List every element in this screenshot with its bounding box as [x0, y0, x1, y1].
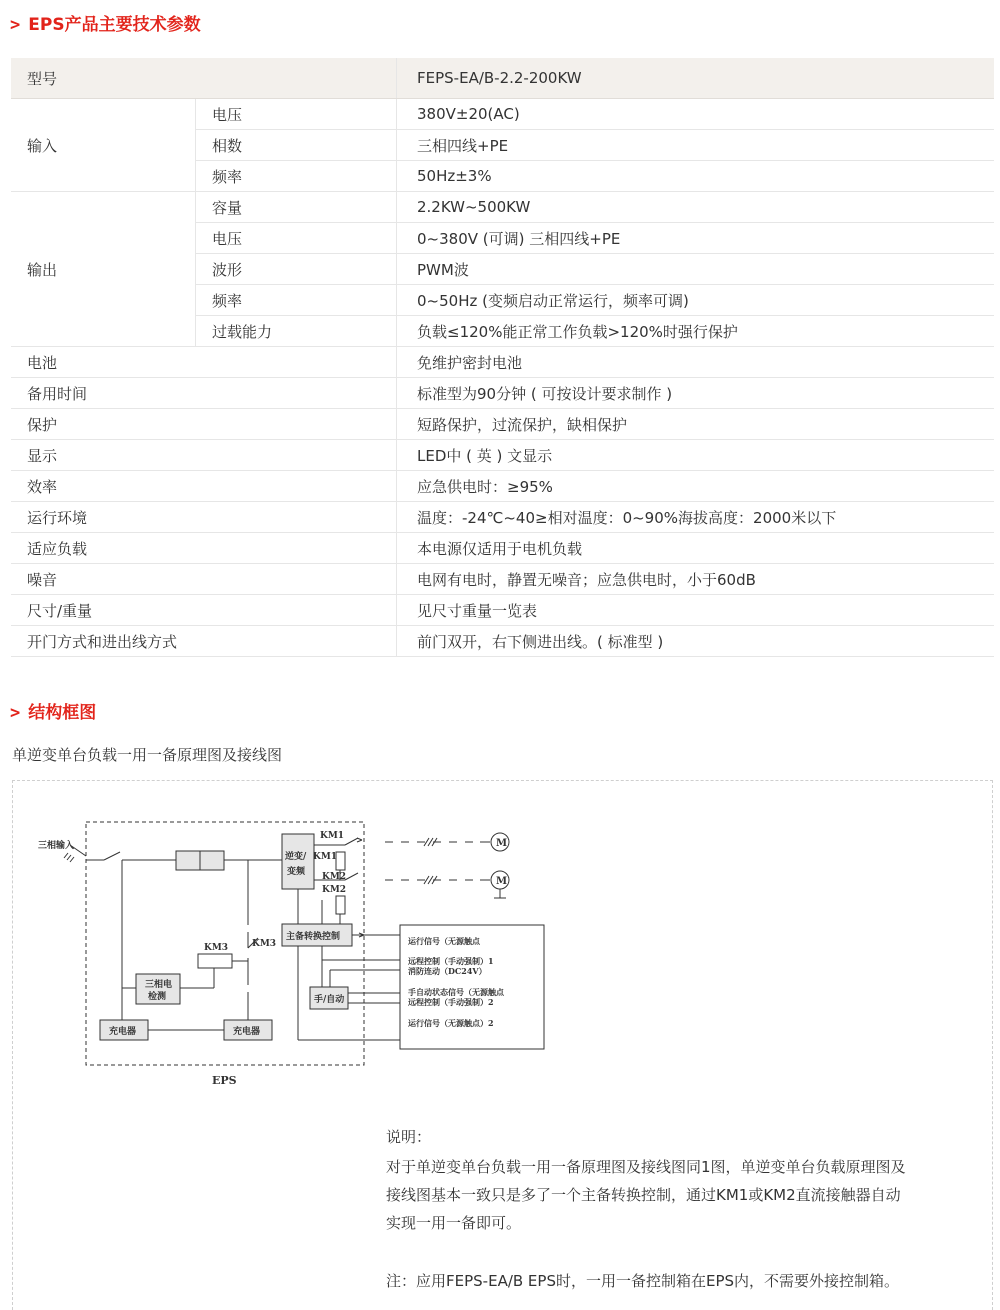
- detect-label-2: 检测: [148, 992, 167, 1002]
- row-value: 0~380V (可调) 三相四线+PE: [397, 223, 995, 254]
- row-value: PWM波: [397, 254, 995, 285]
- charger-label-2: 充电器: [233, 1027, 261, 1037]
- motor-label: M: [496, 838, 508, 849]
- row-label: 过载能力: [196, 316, 397, 347]
- row-label: 电压: [196, 99, 397, 130]
- row-value: 负载≤120%能正常工作负载>120%时强行保护: [397, 316, 995, 347]
- three-phase-ticks: [424, 838, 437, 846]
- group-label-output: 输出: [11, 192, 196, 347]
- row-label: 电压: [196, 223, 397, 254]
- chevron-right-icon: >: [10, 703, 21, 723]
- inverter-label-2: 变频: [287, 867, 306, 877]
- row-label: 适应负载: [11, 533, 397, 564]
- km1-coil: [336, 852, 345, 870]
- km2-coil: [336, 896, 345, 914]
- signal-label: 消防连动（DC24V）: [408, 966, 487, 976]
- row-label: 噪音: [11, 564, 397, 595]
- row-value: 0~50Hz (变频启动正常运行，频率可调): [397, 285, 995, 316]
- row-label: 容量: [196, 192, 397, 223]
- row-label: 显示: [11, 440, 397, 471]
- chevron-right-icon: >: [10, 15, 21, 35]
- row-label: 相数: [196, 130, 397, 161]
- row-value: 本电源仅适用于电机负载: [397, 533, 995, 564]
- table-header-label: 型号: [11, 58, 397, 99]
- note-line: 实现一用一备即可。: [386, 1214, 522, 1232]
- three-phase-ticks: [64, 853, 74, 862]
- diagram-caption: 单逆变单台负载一用一备原理图及接线图: [12, 746, 283, 764]
- row-value: 免维护密封电池: [397, 347, 995, 378]
- row-value: 380V±20(AC): [397, 99, 995, 130]
- group-label-input: 输入: [11, 99, 196, 192]
- row-label: 保护: [11, 409, 397, 440]
- row-value: 短路保护，过流保护，缺相保护: [397, 409, 995, 440]
- row-label: 频率: [196, 285, 397, 316]
- row-value: 50Hz±3%: [397, 161, 995, 192]
- signal-label: 运行信号（无源触点）2: [408, 1018, 494, 1028]
- detect-label-1: 三相电: [145, 980, 173, 990]
- row-value: 电网有电时，静置无噪音；应急供电时，小于60dB: [397, 564, 995, 595]
- km2-label: KM2: [322, 872, 347, 882]
- km3-label: KM3: [204, 943, 229, 953]
- row-value: LED中 ( 英 ) 文显示: [397, 440, 995, 471]
- row-label: 电池: [11, 347, 397, 378]
- row-value: 应急供电时：≥95%: [397, 471, 995, 502]
- row-label: 备用时间: [11, 378, 397, 409]
- km3-coil: [198, 954, 232, 968]
- note-footnote: 注：应用FEPS-EA/B EPS时，一用一备控制箱在EPS内，不需要外接控制箱。: [386, 1272, 900, 1290]
- three-phase-input-label: 三相输入: [38, 841, 75, 851]
- section-title-spec-text: EPS产品主要技术参数: [28, 15, 201, 35]
- row-label: 效率: [11, 471, 397, 502]
- inverter-label-1: 逆变/: [285, 852, 307, 862]
- row-label: 运行环境: [11, 502, 397, 533]
- signal-label: 远程控制（手动强制）2: [408, 997, 494, 1007]
- note-heading: 说明：: [386, 1128, 432, 1146]
- row-label: 频率: [196, 161, 397, 192]
- input-switch: [104, 852, 120, 860]
- row-value: 标准型为90分钟 ( 可按设计要求制作 ): [397, 378, 995, 409]
- signal-label: 运行信号（无源触点: [408, 936, 480, 946]
- km1-label-coil: KM1: [313, 852, 338, 862]
- km1-switch: [345, 838, 358, 845]
- row-label: 波形: [196, 254, 397, 285]
- signal-label: 手自动状态信号（无源触点: [408, 987, 504, 997]
- row-value: 三相四线+PE: [397, 130, 995, 161]
- three-phase-ticks: [424, 876, 437, 884]
- note-line: 对于单逆变单台负载一用一备原理图及接线图同1图，单逆变单台负载原理图及: [386, 1158, 906, 1176]
- arrow-icon: [357, 838, 362, 842]
- km1-label: KM1: [320, 831, 345, 841]
- manual-auto-label: 手/自动: [314, 995, 345, 1005]
- row-value: 前门双开，右下侧进出线。( 标准型 ): [397, 626, 995, 657]
- row-label: 开门方式和进出线方式: [11, 626, 397, 657]
- row-value: 温度：-24℃~40≥相对温度：0~90%海拔高度：2000米以下: [397, 502, 995, 533]
- main-standby-label: 主备转换控制: [286, 932, 341, 942]
- motor-label: M: [496, 876, 508, 887]
- table-header-value: FEPS-EA/B-2.2-200KW: [397, 58, 995, 99]
- eps-label: EPS: [212, 1074, 237, 1087]
- km3-label-switch: KM3: [252, 939, 277, 949]
- section-title-structure-text: 结构框图: [28, 703, 97, 723]
- charger-label-1: 充电器: [109, 1027, 137, 1037]
- note-line: 接线图基本一致只是多了一个主备转换控制，通过KM1或KM2直流接触器自动: [386, 1186, 901, 1204]
- row-value: 见尺寸重量一览表: [397, 595, 995, 626]
- km2-label-coil: KM2: [322, 885, 347, 895]
- row-value: 2.2KW~500KW: [397, 192, 995, 223]
- signal-label: 远程控制（手动强制）1: [408, 956, 494, 966]
- km2-switch: [345, 873, 358, 880]
- row-label: 尺寸/重量: [11, 595, 397, 626]
